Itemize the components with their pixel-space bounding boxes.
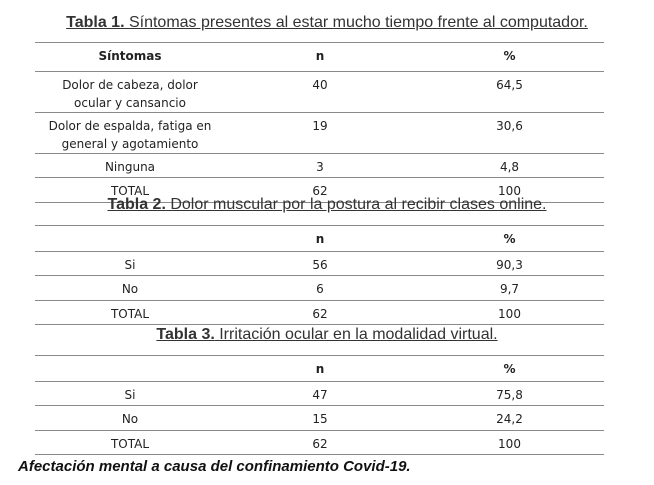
table2-header-blank bbox=[35, 226, 225, 230]
table3-label: Tabla 3. bbox=[156, 326, 215, 343]
percent-cell: 100 bbox=[498, 307, 521, 321]
percent-cell: 30,6 bbox=[496, 119, 523, 133]
percent-cell: 100 bbox=[498, 437, 521, 451]
table2 bbox=[35, 225, 604, 325]
total-label: TOTAL bbox=[110, 184, 150, 198]
table1-header-percent: % bbox=[503, 49, 516, 63]
table1-label: Tabla 1. bbox=[66, 14, 125, 31]
n-cell: 19 bbox=[312, 119, 328, 133]
table-row-total bbox=[35, 431, 604, 455]
percent-cell: 64,5 bbox=[496, 78, 523, 92]
table-row bbox=[35, 276, 604, 301]
table3 bbox=[35, 355, 604, 455]
table2-caption: Dolor muscular por la postura al recibir clases online. bbox=[165, 196, 547, 213]
table3-title bbox=[0, 326, 654, 344]
section-heading: Afectación mental a causa del confinamiento Covid-19. bbox=[18, 458, 411, 475]
table-row bbox=[35, 72, 604, 113]
table3-header-row bbox=[35, 356, 604, 382]
table-row bbox=[35, 406, 604, 431]
table3-caption: Irritación ocular en la modalidad virtual. bbox=[214, 326, 498, 343]
table1 bbox=[35, 42, 604, 203]
table-row bbox=[35, 252, 604, 276]
percent-cell: 100 bbox=[498, 184, 521, 198]
total-label: TOTAL bbox=[110, 307, 150, 321]
n-cell: 56 bbox=[312, 258, 328, 272]
table2-label: Tabla 2. bbox=[107, 196, 166, 213]
table3-header-n: n bbox=[315, 362, 325, 376]
table-row bbox=[35, 382, 604, 406]
total-label: TOTAL bbox=[110, 437, 150, 451]
n-cell: 62 bbox=[312, 437, 328, 451]
table2-header-row bbox=[35, 226, 604, 252]
table-row-total bbox=[35, 301, 604, 325]
table1-title bbox=[0, 14, 654, 32]
percent-cell: 24,2 bbox=[496, 412, 523, 426]
table1-header-symptoms: Síntomas bbox=[98, 49, 162, 63]
answer-cell: Si bbox=[124, 388, 136, 402]
table1-header-row bbox=[35, 43, 604, 72]
answer-cell: No bbox=[121, 412, 139, 426]
percent-cell: 4,8 bbox=[499, 160, 520, 174]
n-cell: 40 bbox=[312, 78, 328, 92]
table2-header-n: n bbox=[315, 232, 325, 246]
table3-header-blank bbox=[35, 356, 225, 360]
n-cell: 6 bbox=[316, 282, 324, 296]
answer-cell: No bbox=[121, 282, 139, 296]
table1-caption: Síntomas presentes al estar mucho tiempo frente al computador. bbox=[124, 14, 588, 31]
n-cell: 62 bbox=[312, 307, 328, 321]
n-cell: 15 bbox=[312, 412, 328, 426]
n-cell: 3 bbox=[316, 160, 324, 174]
table-row bbox=[35, 113, 604, 154]
table3-header-percent: % bbox=[503, 362, 516, 376]
table2-title bbox=[0, 196, 654, 214]
symptom-cell: Dolor de espalda, fatiga en general y agotamiento bbox=[48, 119, 212, 151]
n-cell: 47 bbox=[312, 388, 328, 402]
percent-cell: 75,8 bbox=[496, 388, 523, 402]
symptom-cell: Dolor de cabeza, dolor ocular y cansancio bbox=[62, 78, 198, 110]
percent-cell: 9,7 bbox=[499, 282, 520, 296]
table-row bbox=[35, 154, 604, 178]
table1-header-n: n bbox=[315, 49, 325, 63]
n-cell: 62 bbox=[312, 184, 328, 198]
symptom-cell: Ninguna bbox=[104, 160, 156, 174]
percent-cell: 90,3 bbox=[496, 258, 523, 272]
answer-cell: Si bbox=[124, 258, 136, 272]
table2-header-percent: % bbox=[503, 232, 516, 246]
